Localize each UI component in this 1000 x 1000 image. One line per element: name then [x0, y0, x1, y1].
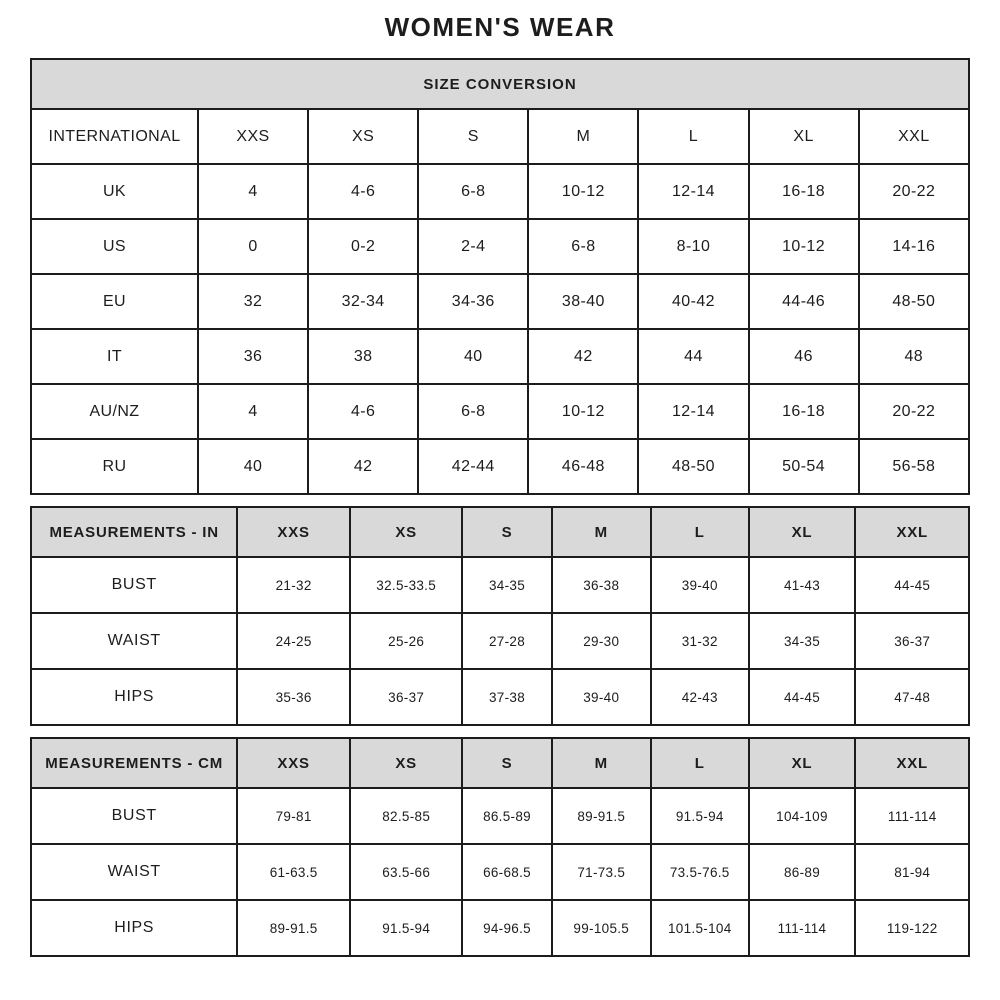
size-cell: 6-8: [528, 219, 638, 274]
measure-cell: 82.5-85: [350, 788, 463, 844]
size-cell: 42: [528, 329, 638, 384]
size-cell: 32: [198, 274, 308, 329]
size-cell: 8-10: [638, 219, 748, 274]
column-header-xxs: XXS: [198, 109, 308, 164]
size-cell: 38-40: [528, 274, 638, 329]
measure-cell: 36-38: [552, 557, 651, 613]
measure-cell: 71-73.5: [552, 844, 651, 900]
table-row-bust-cm: [31, 788, 969, 844]
measure-cell: 89-91.5: [237, 900, 350, 956]
row-label: US: [31, 219, 198, 274]
measure-cell: 79-81: [237, 788, 350, 844]
size-cell: 50-54: [749, 439, 859, 494]
size-cell: 44: [638, 329, 748, 384]
measure-cell: 61-63.5: [237, 844, 350, 900]
size-cell: 2-4: [418, 219, 528, 274]
row-label: EU: [31, 274, 198, 329]
page-title: WOMEN'S WEAR: [384, 12, 616, 42]
size-cell: 34-36: [418, 274, 528, 329]
column-header-l: L: [651, 738, 749, 788]
table-row-uk: [31, 164, 969, 219]
measurements-in-banner: MEASUREMENTS - IN: [31, 507, 237, 557]
measure-cell: 34-35: [462, 557, 551, 613]
size-cell: 36: [198, 329, 308, 384]
row-label: WAIST: [31, 844, 237, 900]
measure-cell: 29-30: [552, 613, 651, 669]
row-label: WAIST: [31, 613, 237, 669]
size-cell: 56-58: [859, 439, 969, 494]
size-cell: 40: [198, 439, 308, 494]
measure-cell: 81-94: [855, 844, 969, 900]
table-row-ru: [31, 439, 969, 494]
size-cell: 0-2: [308, 219, 418, 274]
measure-cell: 99-105.5: [552, 900, 651, 956]
size-conversion-banner: SIZE CONVERSION: [31, 59, 969, 109]
size-cell: 4: [198, 164, 308, 219]
measurements-cm-header-row: [31, 738, 969, 788]
measure-cell: 32.5-33.5: [350, 557, 463, 613]
size-cell: 4-6: [308, 164, 418, 219]
row-label: BUST: [31, 557, 237, 613]
row-label: HIPS: [31, 669, 237, 725]
measure-cell: 91.5-94: [350, 900, 463, 956]
size-conversion-table: [30, 58, 970, 495]
column-header-m: M: [552, 507, 651, 557]
size-cell: 20-22: [859, 164, 969, 219]
size-cell: 38: [308, 329, 418, 384]
column-header-xxs: XXS: [237, 738, 350, 788]
size-cell: 42: [308, 439, 418, 494]
size-cell: 4-6: [308, 384, 418, 439]
column-header-m: M: [528, 109, 638, 164]
size-cell: 16-18: [749, 164, 859, 219]
measure-cell: 111-114: [855, 788, 969, 844]
size-cell: 12-14: [638, 164, 748, 219]
size-cell: 10-12: [528, 164, 638, 219]
size-cell: 40-42: [638, 274, 748, 329]
table-row-hips-cm: [31, 900, 969, 956]
measure-cell: 91.5-94: [651, 788, 749, 844]
size-cell: 6-8: [418, 164, 528, 219]
column-header-xs: XS: [350, 507, 463, 557]
column-header-s: S: [418, 109, 528, 164]
measure-cell: 35-36: [237, 669, 350, 725]
measure-cell: 36-37: [855, 613, 969, 669]
measure-cell: 24-25: [237, 613, 350, 669]
measurements-in-table: [30, 506, 970, 726]
size-cell: 12-14: [638, 384, 748, 439]
table-row-it: [31, 329, 969, 384]
table-row-eu: [31, 274, 969, 329]
column-header-xl: XL: [749, 109, 859, 164]
size-cell: 48-50: [638, 439, 748, 494]
table-row-hips-in: [31, 669, 969, 725]
column-header-xxl: XXL: [859, 109, 969, 164]
size-cell: 16-18: [749, 384, 859, 439]
measure-cell: 25-26: [350, 613, 463, 669]
measurements-cm-table: [30, 737, 970, 957]
measure-cell: 73.5-76.5: [651, 844, 749, 900]
measure-cell: 39-40: [552, 669, 651, 725]
size-cell: 44-46: [749, 274, 859, 329]
column-header-international: INTERNATIONAL: [31, 109, 198, 164]
measure-cell: 89-91.5: [552, 788, 651, 844]
column-header-s: S: [462, 738, 551, 788]
table-row-waist-cm: [31, 844, 969, 900]
size-cell: 14-16: [859, 219, 969, 274]
size-cell: 40: [418, 329, 528, 384]
table-row-aunz: [31, 384, 969, 439]
row-label: IT: [31, 329, 198, 384]
measure-cell: 66-68.5: [462, 844, 551, 900]
measure-cell: 21-32: [237, 557, 350, 613]
size-chart-page: [30, 0, 970, 957]
measure-cell: 47-48: [855, 669, 969, 725]
size-cell: 48-50: [859, 274, 969, 329]
column-header-xxs: XXS: [237, 507, 350, 557]
size-cell: 46-48: [528, 439, 638, 494]
size-conversion-column-header-row: [31, 109, 969, 164]
table-row-us: [31, 219, 969, 274]
measure-cell: 94-96.5: [462, 900, 551, 956]
measure-cell: 44-45: [749, 669, 856, 725]
measure-cell: 111-114: [749, 900, 856, 956]
row-label: RU: [31, 439, 198, 494]
size-cell: 10-12: [749, 219, 859, 274]
column-header-l: L: [651, 507, 749, 557]
size-cell: 4: [198, 384, 308, 439]
size-cell: 6-8: [418, 384, 528, 439]
measure-cell: 36-37: [350, 669, 463, 725]
size-cell: 0: [198, 219, 308, 274]
column-header-xs: XS: [350, 738, 463, 788]
row-label: AU/NZ: [31, 384, 198, 439]
size-cell: 10-12: [528, 384, 638, 439]
measure-cell: 101.5-104: [651, 900, 749, 956]
measure-cell: 31-32: [651, 613, 749, 669]
measure-cell: 37-38: [462, 669, 551, 725]
measure-cell: 119-122: [855, 900, 969, 956]
measure-cell: 63.5-66: [350, 844, 463, 900]
column-header-s: S: [462, 507, 551, 557]
row-label: UK: [31, 164, 198, 219]
size-cell: 42-44: [418, 439, 528, 494]
column-header-m: M: [552, 738, 651, 788]
measure-cell: 42-43: [651, 669, 749, 725]
size-cell: 20-22: [859, 384, 969, 439]
column-header-xl: XL: [749, 738, 856, 788]
measurements-in-header-row: [31, 507, 969, 557]
column-header-xxl: XXL: [855, 507, 969, 557]
row-label: BUST: [31, 788, 237, 844]
table-row-waist-in: [31, 613, 969, 669]
table-row-bust-in: [31, 557, 969, 613]
measurements-cm-banner: MEASUREMENTS - CM: [31, 738, 237, 788]
column-header-xxl: XXL: [855, 738, 969, 788]
measure-cell: 86.5-89: [462, 788, 551, 844]
measure-cell: 34-35: [749, 613, 856, 669]
table-banner-row: [31, 59, 969, 109]
measure-cell: 86-89: [749, 844, 856, 900]
column-header-l: L: [638, 109, 748, 164]
measure-cell: 104-109: [749, 788, 856, 844]
column-header-xl: XL: [749, 507, 856, 557]
size-cell: 46: [749, 329, 859, 384]
measure-cell: 39-40: [651, 557, 749, 613]
measure-cell: 41-43: [749, 557, 856, 613]
size-cell: 32-34: [308, 274, 418, 329]
column-header-xs: XS: [308, 109, 418, 164]
row-label: HIPS: [31, 900, 237, 956]
measure-cell: 27-28: [462, 613, 551, 669]
size-cell: 48: [859, 329, 969, 384]
measure-cell: 44-45: [855, 557, 969, 613]
